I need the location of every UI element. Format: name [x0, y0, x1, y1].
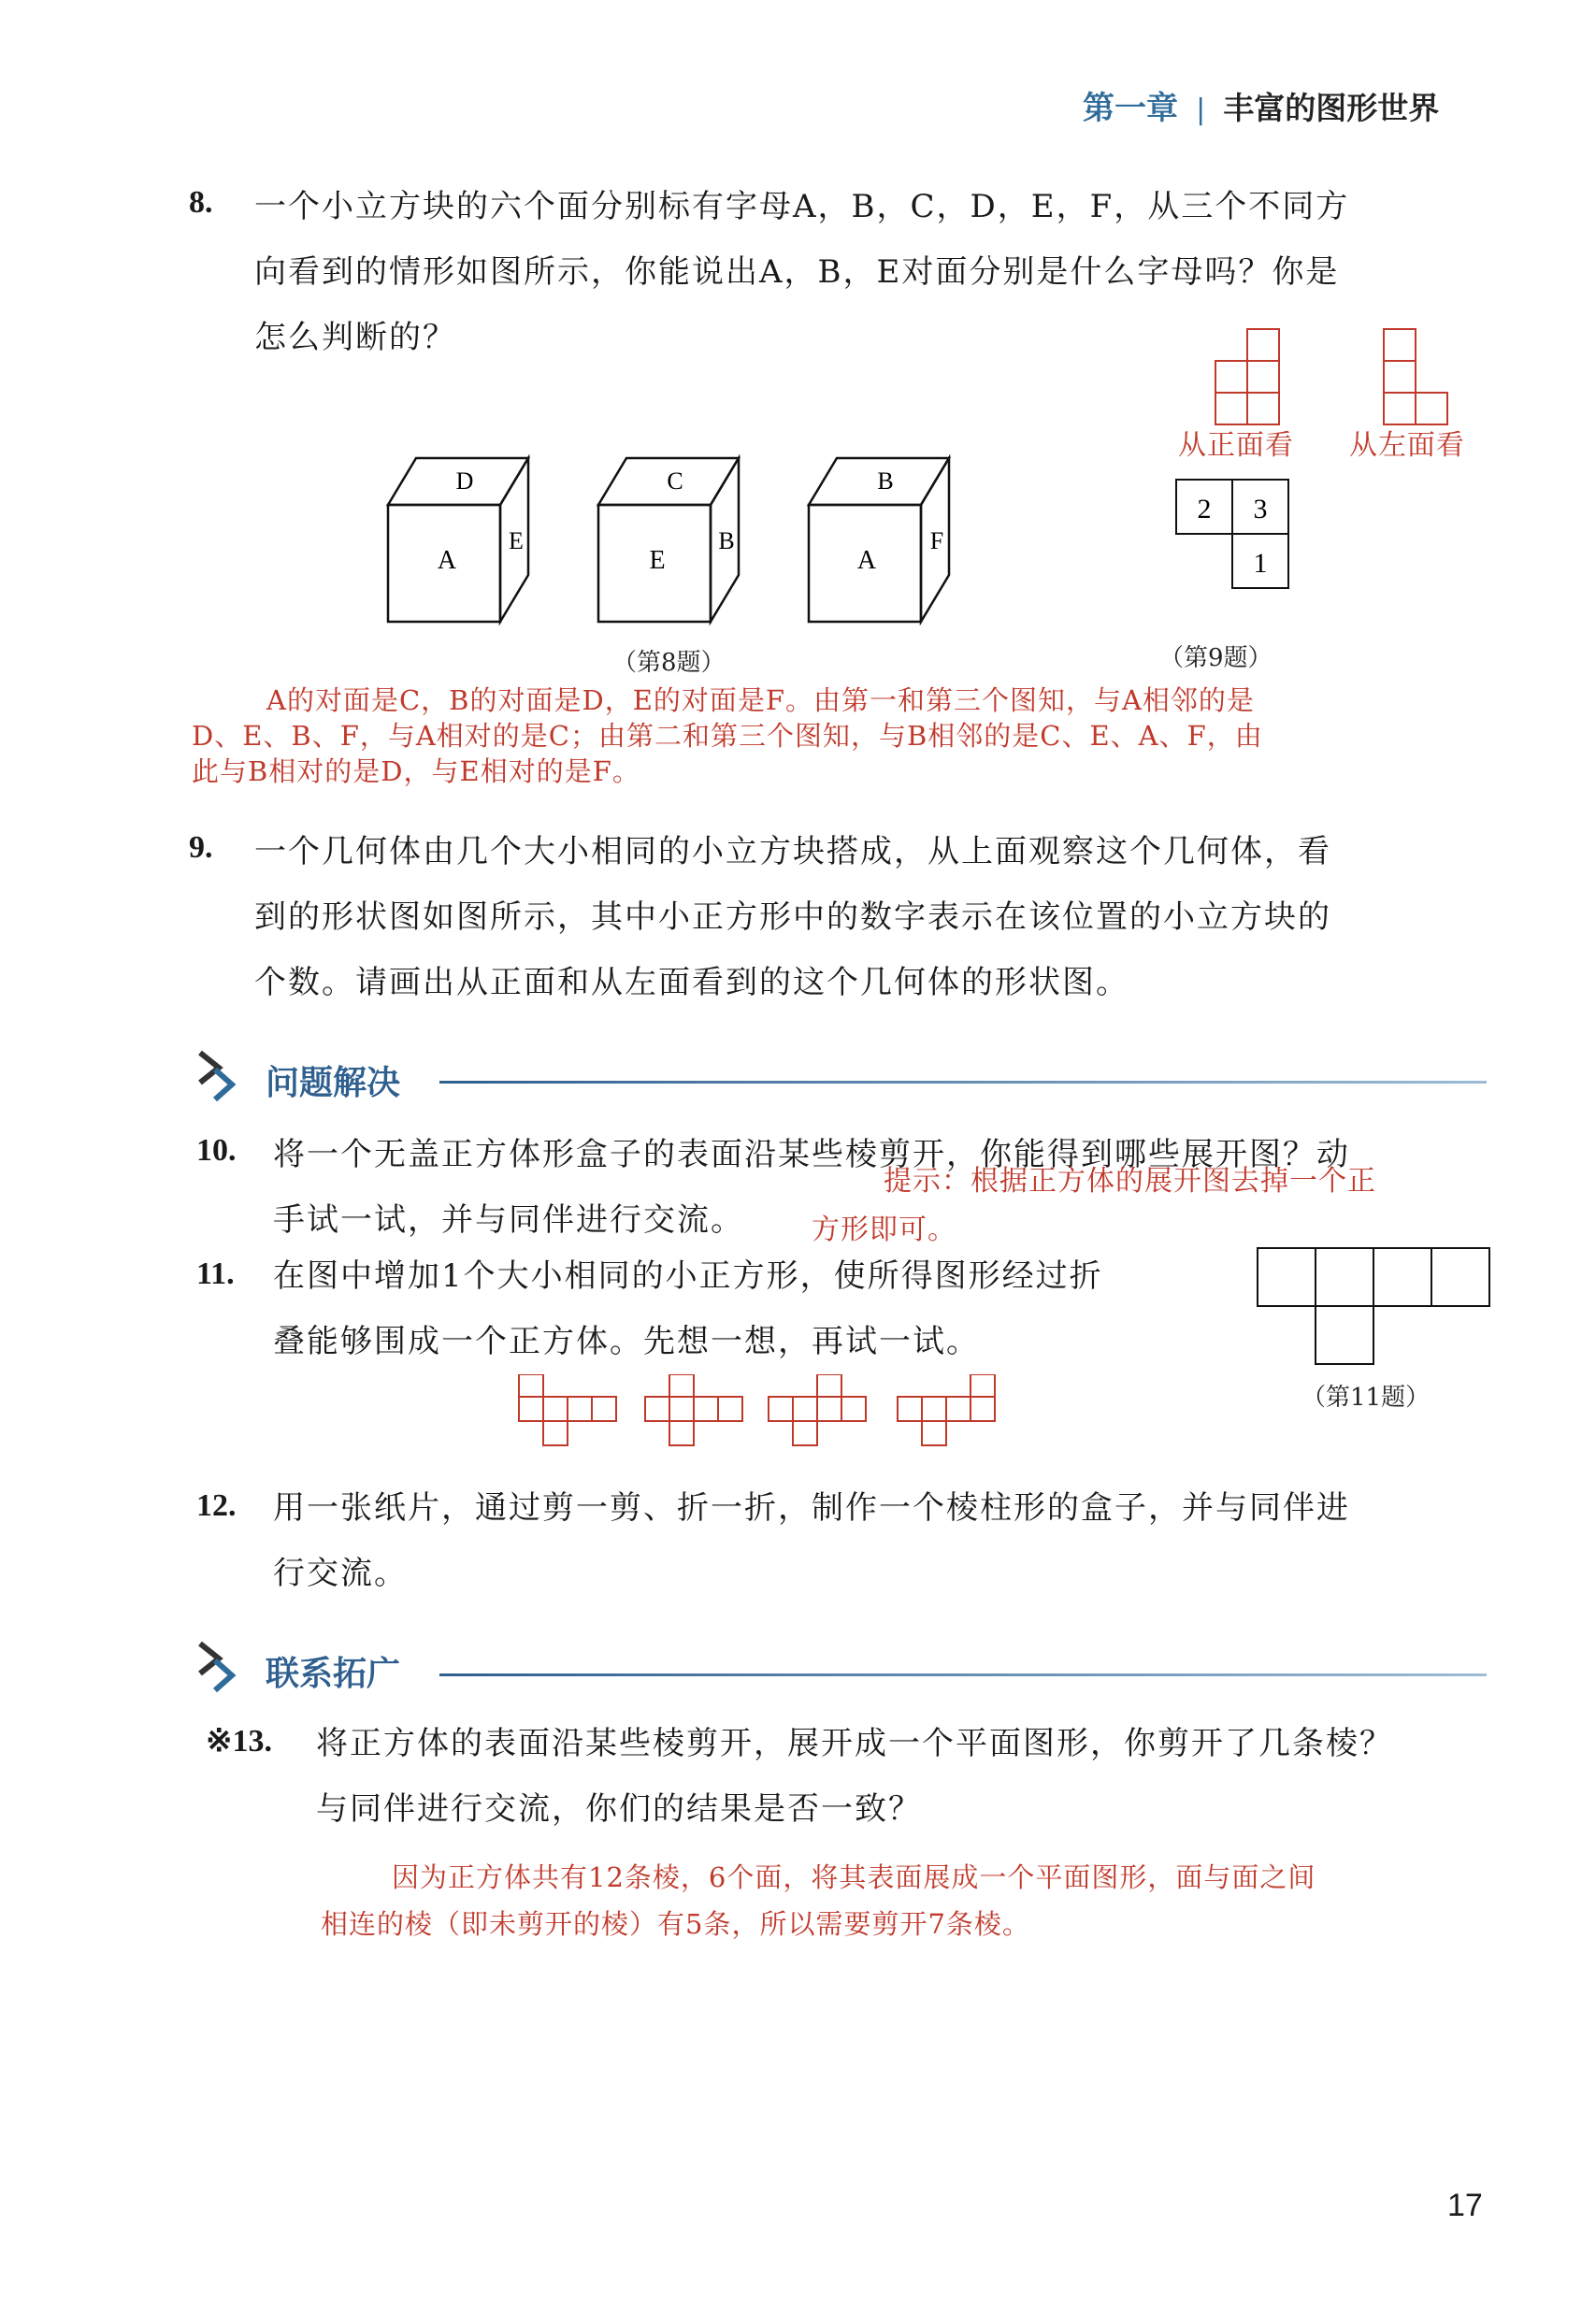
- q13-text: [316, 1711, 1503, 1842]
- section-chevron-icon: [194, 1638, 251, 1694]
- q9-caption: （第9题）: [1159, 644, 1272, 672]
- q11-line: 叠能够围成一个正方体。先想一想，再试一试。: [273, 1323, 980, 1360]
- q8-number: 8.: [189, 185, 213, 220]
- cube-1-side-letter: E: [509, 527, 524, 554]
- answer-net-3: [769, 1374, 866, 1445]
- q10-line: 将一个无盖正方体形盒子的表面沿某些棱剪开，你能得到哪些展开图？动: [273, 1136, 1350, 1173]
- answer-net-1: [519, 1374, 616, 1445]
- front-view-shape: [1215, 329, 1279, 424]
- grid-cell-value: 1: [1253, 548, 1268, 579]
- section-title-extension: 联系拓广: [266, 1655, 401, 1693]
- q9-line: 个数。请画出从正面和从左面看到的这个几何体的形状图。: [254, 964, 1129, 1001]
- cube-1-front-letter: A: [437, 546, 457, 575]
- q8-line: 一个小立方块的六个面分别标有字母A，B，C，D，E，F，从三个不同方: [254, 188, 1350, 225]
- q11-number: 11.: [196, 1257, 235, 1291]
- q9-line: 一个几何体由几个大小相同的小立方块搭成，从上面观察这个几何体，看: [254, 833, 1331, 870]
- q8-line: 怎么判断的？: [254, 319, 456, 356]
- q9-number: 9.: [189, 830, 213, 865]
- chapter-label: 第一章: [1083, 90, 1178, 127]
- q8-caption: （第8题）: [612, 649, 726, 677]
- q13-answer: [321, 1854, 1503, 1947]
- q10-hint-line: 提示：根据正方体的展开图去掉一个正: [884, 1165, 1376, 1198]
- q8-cubes-figure: [379, 444, 996, 631]
- cube-3-top-letter: B: [877, 467, 894, 495]
- q11-caption: （第11题）: [1301, 1384, 1431, 1412]
- header-separator: |: [1196, 93, 1206, 126]
- section-rule: [439, 1673, 1487, 1676]
- section-rule: [439, 1081, 1487, 1084]
- q12-line: 用一张纸片，通过剪一剪、折一折，制作一个棱柱形的盒子，并与同伴进: [273, 1489, 1350, 1527]
- answer-line: D、E、B、F，与A相对的是C；由第二和第三个图知，与B相邻的是C、E、A、F，由: [192, 720, 1263, 752]
- q13-line: 将正方体的表面沿某些棱剪开，展开成一个平面图形，你剪开了几条棱？: [316, 1725, 1393, 1762]
- answer-line: A的对面是C，B的对面是D，E的对面是F。由第一和第三个图知，与A相邻的是: [266, 684, 1255, 716]
- q10-hint-line: 方形即可。: [812, 1214, 956, 1246]
- q11-line: 在图中增加1个大小相同的小正方形，使所得图形经过折: [273, 1257, 1103, 1295]
- q9-answer-views: [1206, 327, 1468, 432]
- answer-line: 因为正方体共有12条棱，6个面，将其表面展成一个平面图形，面与面之间: [392, 1861, 1316, 1893]
- cube-2-side-letter: B: [718, 527, 735, 554]
- cube-3-side-letter: F: [929, 527, 944, 554]
- q9-text: [254, 819, 1498, 1015]
- cube-2-front-letter: E: [649, 546, 666, 575]
- page-number: 17: [1447, 2188, 1483, 2223]
- q11-text: [273, 1243, 1255, 1374]
- section-chevron-icon: [194, 1047, 251, 1103]
- answer-line: 相连的棱（即未剪开的棱）有5条，所以需要剪开7条棱。: [321, 1908, 1030, 1940]
- q12-line: 行交流。: [273, 1555, 408, 1592]
- q11-figure: [1253, 1243, 1496, 1374]
- answer-line: 此与B相对的是D，与E相对的是F。: [192, 755, 640, 787]
- grid-cell-value: 2: [1197, 494, 1212, 524]
- q9-top-view-grid: [1173, 477, 1295, 594]
- page-header: [1083, 82, 1439, 128]
- section-title-problem-solving: 问题解决: [266, 1064, 401, 1102]
- q8-answer: [192, 682, 1501, 789]
- cube-3-front-letter: A: [856, 546, 877, 575]
- label-left-view: 从左面看: [1349, 429, 1465, 462]
- grid-cell-value: 3: [1253, 494, 1268, 524]
- q10-number: 10.: [196, 1133, 237, 1168]
- label-front-view: 从正面看: [1178, 429, 1294, 462]
- q11-answer-shapes: [514, 1374, 1000, 1449]
- q12-number: 12.: [196, 1488, 237, 1523]
- q10-line: 手试一试，并与同伴进行交流。: [273, 1201, 744, 1239]
- q12-text: [273, 1475, 1498, 1606]
- q8-line: 向看到的情形如图所示，你能说出A，B，E对面分别是什么字母吗？你是: [254, 253, 1340, 291]
- cube-2-top-letter: C: [667, 467, 683, 495]
- q13-line: 与同伴进行交流，你们的结果是否一致？: [316, 1790, 922, 1828]
- q9-line: 到的形状图如图所示，其中小正方形中的数字表示在该位置的小立方块的: [254, 898, 1331, 936]
- left-view-shape: [1384, 329, 1447, 424]
- q13-number: ※13.: [206, 1724, 272, 1759]
- answer-net-4: [898, 1374, 995, 1445]
- cube-1-top-letter: D: [455, 467, 474, 495]
- chapter-title: 丰富的图形世界: [1223, 90, 1440, 126]
- answer-net-2: [645, 1374, 742, 1445]
